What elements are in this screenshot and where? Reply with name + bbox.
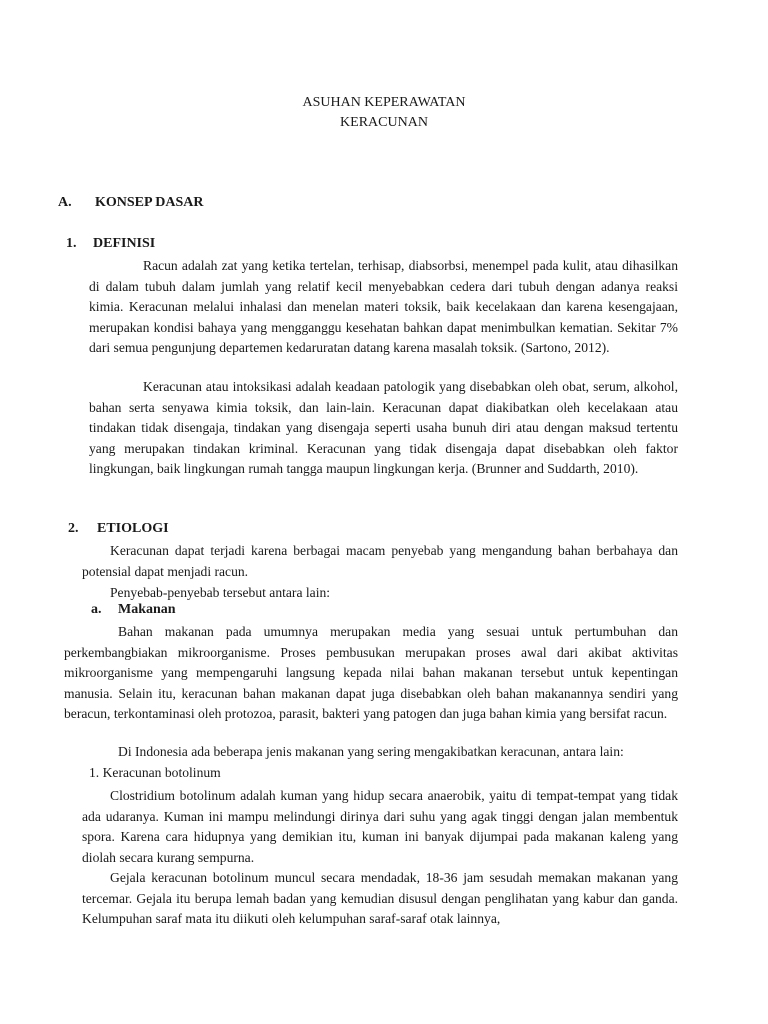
- definisi-number: 1.: [66, 236, 77, 251]
- sub-a-heading: Makanan: [118, 602, 176, 617]
- definisi-paragraph-2: Keracunan atau intoksikasi adalah keadaan patologik yang disebabkan oleh obat, serum, alkohol, bahan serta senyawa kimia toksik, dan lain-lain. Keracunan dapat diakibatkan oleh kecelakaan atau tindakan tidak disengaja, tindakan yang disengaja seperti usaha bunuh diri atau dengan maksud tertentu yang merupakan tindakan kriminal. Keracunan yang tidak disengaja dapat disebabkan oleh faktor lingkungan, baik lingkungan rumah tangga maupun lingkungan kerja. (Brunner and Suddarth, 2010).: [89, 379, 678, 477]
- definisi-paragraph-1: Racun adalah zat yang ketika tertelan, terhisap, diabsorbsi, menempel pada kulit, atau dihasilkan di dalam tubuh dalam jumlah yang relatif kecil menyebabkan cedera dari tubuh dengan adanya reaksi kimia. Keracunan melalui inhalasi dan menelan materi toksik, baik kecelakaan dan karena kesengajaan, merupakan kondisi bahaya yang mengganggu kesehatan bahkan dapat menimbulkan kematian. Sekitar 7% dari semua pengunjung departemen kedaruratan datang karena masalah toksik. (Sartono, 2012).: [89, 258, 678, 356]
- etiologi-paragraph-1: Keracunan dapat terjadi karena berbagai macam penyebab yang mengandung bahan berbahaya dan potensial dapat menjadi racun.: [82, 543, 678, 579]
- etiologi-heading: ETIOLOGI: [97, 521, 169, 536]
- makanan-intro-line: Di Indonesia ada beberapa jenis makanan yang sering mengakibatkan keracunan, antara lain:: [118, 744, 624, 759]
- sub-a-marker: a.: [91, 602, 102, 617]
- section-a-heading: KONSEP DASAR: [95, 195, 204, 210]
- document-title: [0, 93, 768, 133]
- botolinum-paragraph-2: Gejala keracunan botolinum muncul secara mendadak, 18-36 jam sesudah memakan makanan yang tercemar. Gejala itu berupa lemah badan yang kemudian disusul dengan penglihatan yang kabur dan ganda. Kelumpuhan saraf mata itu diikuti oleh kelumpuhan saraf-saraf otak lainnya,: [82, 870, 678, 927]
- botolinum-paragraph-1: Clostridium botolinum adalah kuman yang hidup secara anaerobik, yaitu di tempat-tempat yang tidak ada udaranya. Kuman ini mampu melindungi dirinya dari suhu yang agak tinggi dengan jalan membentuk spora. Karena cara hidupnya yang demikian itu, kuman ini banyak dijumpai pada makanan kaleng yang diolah secara kurang sempurna.: [82, 788, 678, 865]
- list-item-botolinum: 1. Keracunan botolinum: [89, 765, 221, 780]
- etiologi-number: 2.: [68, 521, 79, 536]
- title-line-1: ASUHAN KEPERAWATAN: [302, 95, 466, 110]
- definisi-heading: DEFINISI: [93, 236, 156, 251]
- makanan-paragraph: Bahan makanan pada umumnya merupakan media yang sesuai untuk pertumbuhan dan perkembangbiakan mikroorganisme. Proses pembusukan merupakan proses awal dari akibat aktivitas mikroorganisme yang mempengaruhi langsung kepada nilai bahan makanan tersebut untuk kepentingan manusia. Selain itu, keracunan bahan makanan dapat juga disebabkan oleh bahan makanannya sendiri yang beracun, terkontaminasi oleh protozoa, parasit, bakteri yang patogen dan juga bahan kimia yang bersifat racun.: [64, 624, 678, 722]
- etiologi-paragraph-2: Penyebab-penyebab tersebut antara lain:: [110, 585, 331, 600]
- title-line-2: KERACUNAN: [340, 115, 428, 130]
- section-a-marker: A.: [58, 195, 72, 210]
